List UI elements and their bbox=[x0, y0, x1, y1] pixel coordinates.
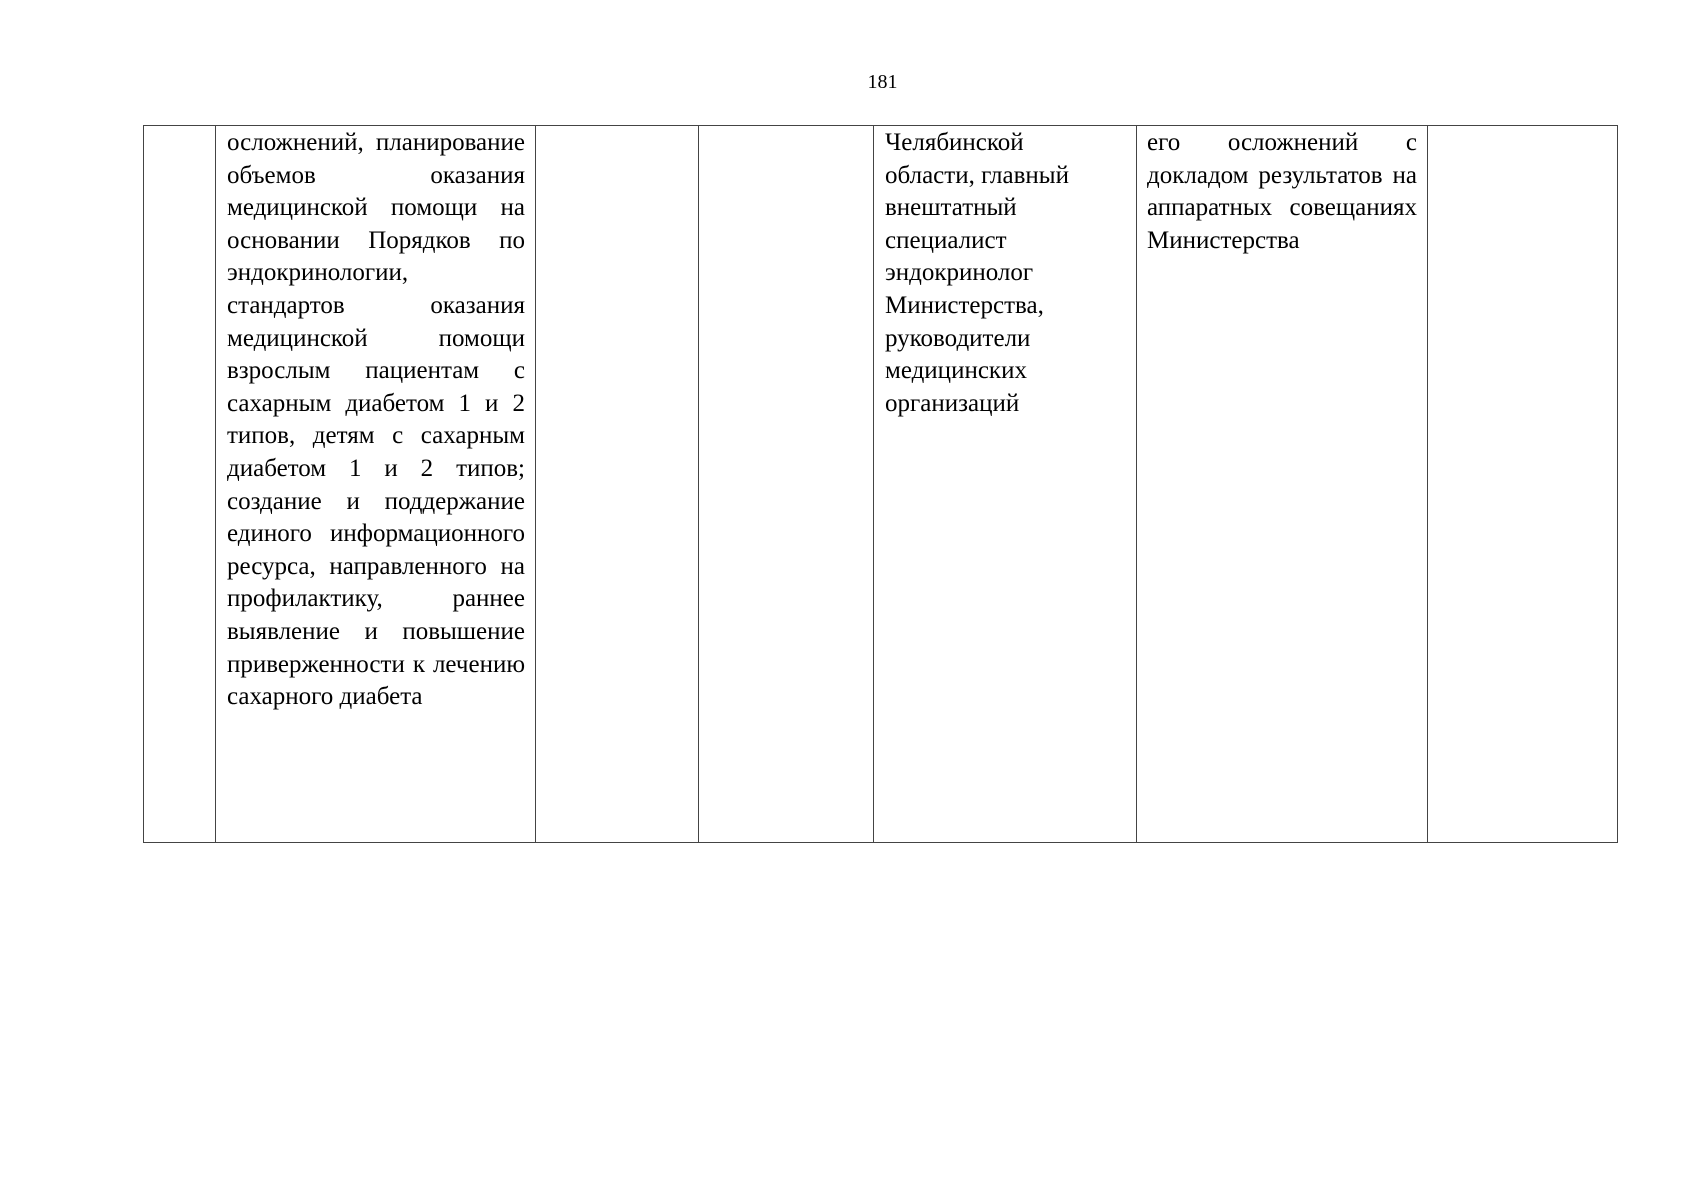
cell-responsible-text: Челябинской области, главный внештатный специалист эндокринолог Министерства, руководители медицинских организаций bbox=[885, 129, 1069, 417]
table-cell-activity bbox=[216, 126, 536, 843]
table-cell-empty-4 bbox=[699, 126, 874, 843]
document-table bbox=[143, 125, 1618, 843]
cell-number-text bbox=[144, 126, 215, 127]
cell-col7-text bbox=[1428, 126, 1617, 127]
table-cell-number bbox=[144, 126, 216, 843]
table-cell-empty-3 bbox=[536, 126, 699, 843]
cell-col4-text bbox=[699, 126, 873, 127]
table-cell-responsible bbox=[874, 126, 1137, 843]
table-row bbox=[144, 126, 1618, 843]
table-cell-empty-7 bbox=[1428, 126, 1618, 843]
table-cell-result bbox=[1137, 126, 1428, 843]
cell-activity-text: осложнений, планирование объемов оказания медицинской помощи на основании Порядков по эндокринологии, стандартов оказания медицинской помощи взрослым пациентам с сахарным диабетом 1 и 2 типов, детям с сахарным диабетом 1 и 2 типов; создание и поддержание единого информационного ресурса, направленного на профилактику, раннее выявление и повышение приверженности к лечению сахарного диабета bbox=[227, 129, 525, 711]
cell-col3-text bbox=[536, 126, 698, 127]
cell-result-text: его осложнений с докладом результатов на аппаратных совещаниях Министерства bbox=[1147, 129, 1417, 254]
page-number: 181 bbox=[867, 71, 898, 93]
